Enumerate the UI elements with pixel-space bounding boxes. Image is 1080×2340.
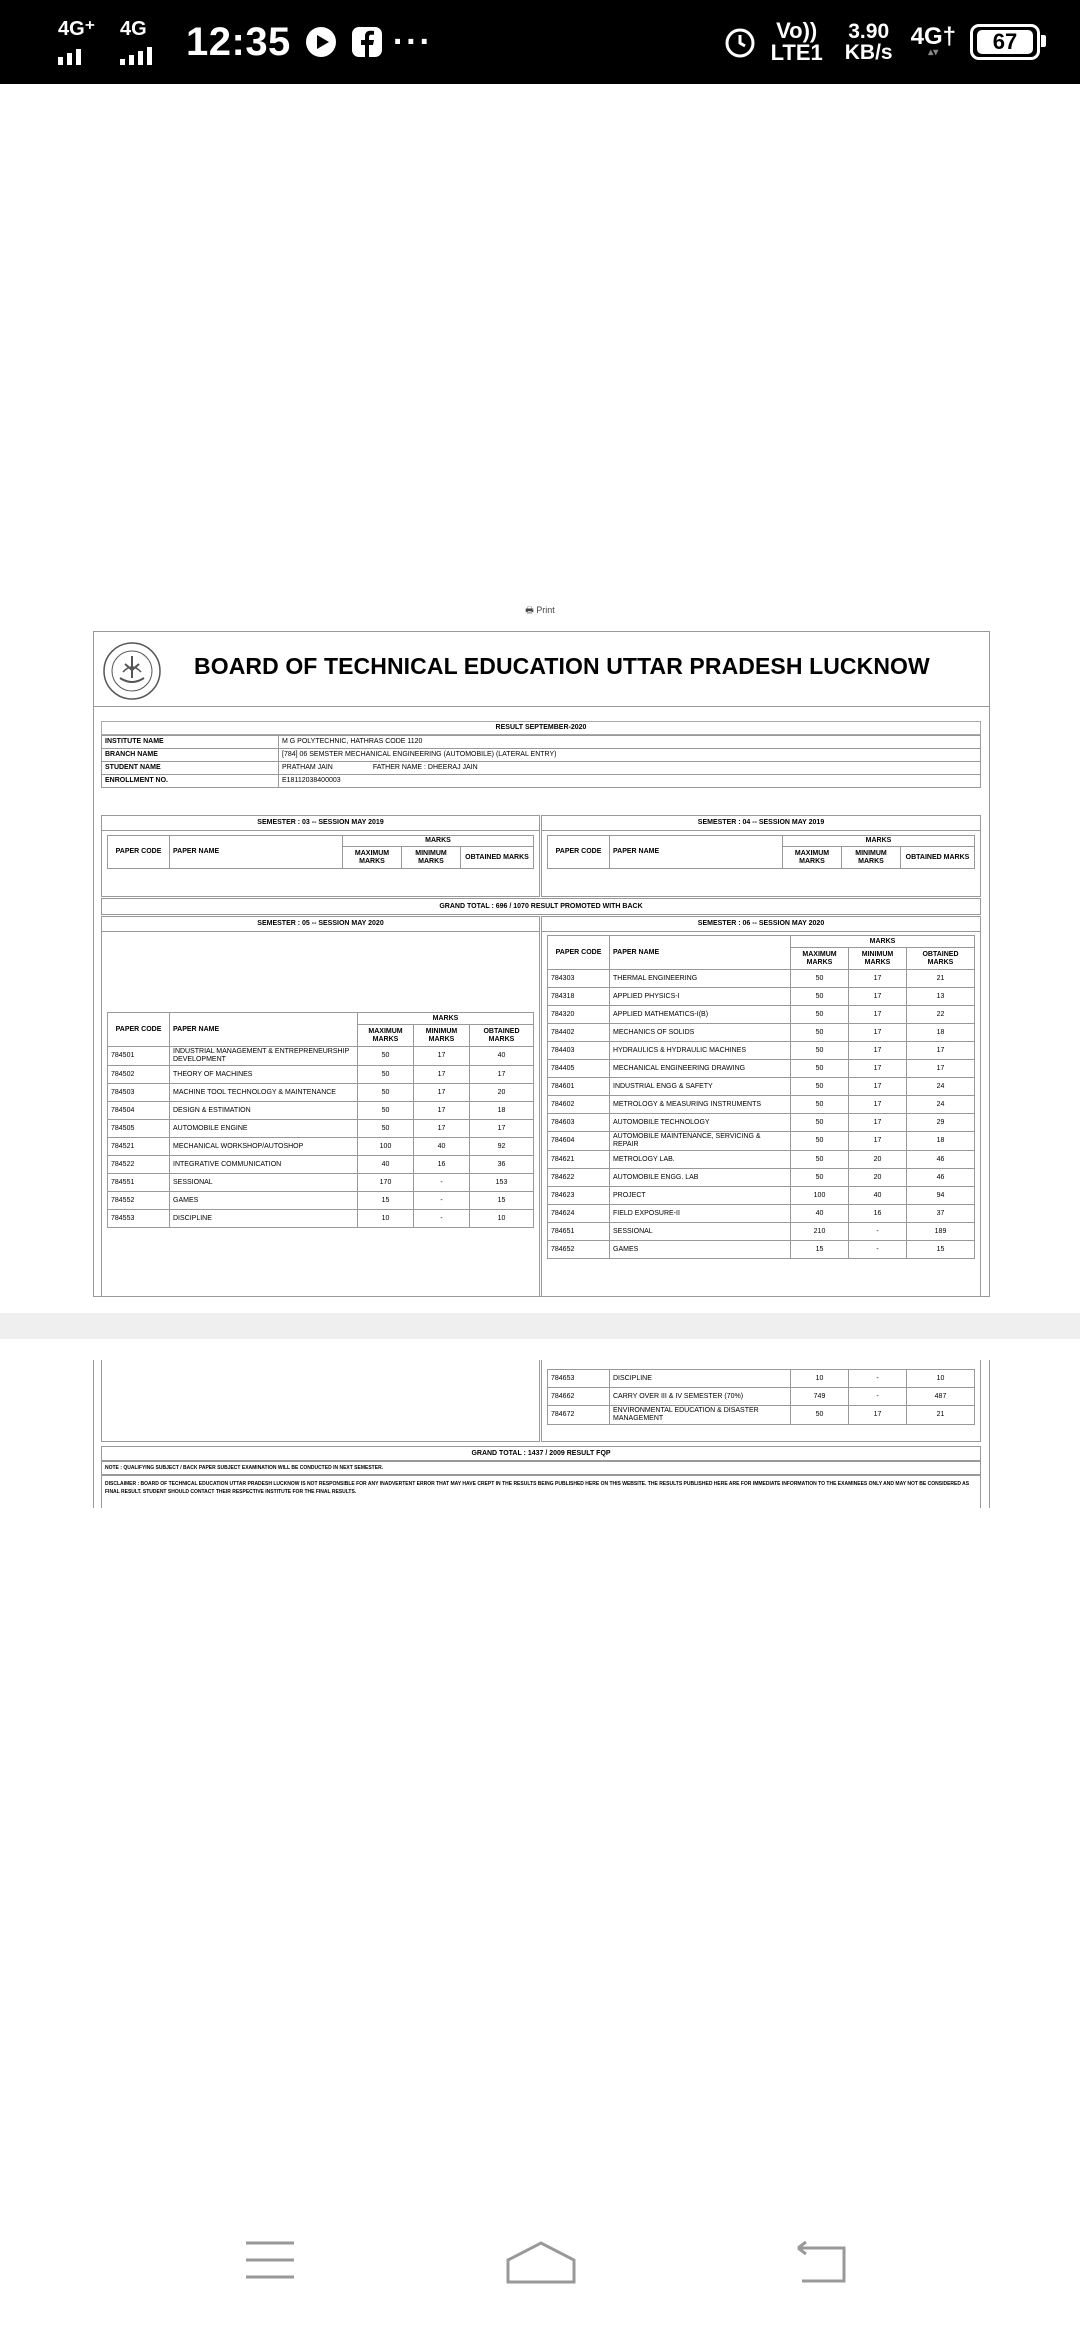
semester-5-panel <box>101 916 540 1297</box>
paper-code: 784552 <box>108 1192 170 1210</box>
student-name: PRATHAM JAIN <box>282 764 333 771</box>
table-row <box>548 1096 975 1114</box>
table-row <box>548 1241 975 1259</box>
battery-icon <box>970 24 1040 60</box>
max-marks: 50 <box>791 1060 849 1078</box>
table-row <box>548 1006 975 1024</box>
paper-code: 784652 <box>548 1241 610 1259</box>
sim2-label: 4G <box>120 18 147 40</box>
col-paper-name: PAPER NAME <box>610 836 783 869</box>
paper-code: 784501 <box>108 1047 170 1066</box>
volte-indicator <box>771 20 823 64</box>
paper-name: AUTOMOBILE TECHNOLOGY <box>610 1114 791 1132</box>
max-marks: 100 <box>791 1187 849 1205</box>
info-value: M G POLYTECHNIC, HATHRAS CODE 1120 <box>279 736 981 749</box>
obtained-marks: 24 <box>907 1096 975 1114</box>
paper-name: GAMES <box>170 1192 358 1210</box>
result-document-continued <box>93 1360 990 1508</box>
paper-code: 784603 <box>548 1114 610 1132</box>
semester-4-panel <box>541 815 981 897</box>
youtube-icon <box>305 26 337 58</box>
speed-unit: KB/s <box>844 41 893 64</box>
col-marks: MARKS <box>343 836 534 847</box>
paper-name: SESSIONAL <box>610 1223 791 1241</box>
info-label: INSTITUTE NAME <box>102 736 279 749</box>
min-marks: 16 <box>849 1205 907 1223</box>
paper-code: 784521 <box>108 1138 170 1156</box>
max-marks: 50 <box>358 1047 414 1066</box>
min-marks: - <box>414 1192 470 1210</box>
paper-name: CARRY OVER III & IV SEMESTER (70%) <box>610 1388 791 1406</box>
min-marks: - <box>849 1370 907 1388</box>
max-marks: 50 <box>358 1102 414 1120</box>
min-marks: 17 <box>849 1042 907 1060</box>
paper-code: 784303 <box>548 970 610 988</box>
paper-code: 784601 <box>548 1078 610 1096</box>
table-row <box>108 1066 534 1084</box>
table-row <box>108 1174 534 1192</box>
table-row <box>548 1151 975 1169</box>
obtained-marks: 10 <box>470 1210 534 1228</box>
paper-name: DESIGN & ESTIMATION <box>170 1102 358 1120</box>
table-row <box>548 988 975 1006</box>
result-document <box>93 631 990 1297</box>
table-row <box>108 1192 534 1210</box>
obtained-marks: 189 <box>907 1223 975 1241</box>
print-link[interactable]: 🖶 Print <box>525 605 555 615</box>
network-speed <box>845 21 893 63</box>
paper-name: MECHANICAL WORKSHOP/AUTOSHOP <box>170 1138 358 1156</box>
max-marks: 50 <box>791 970 849 988</box>
max-marks: 50 <box>358 1084 414 1102</box>
back-button[interactable] <box>796 2240 848 2289</box>
semester-4-table <box>547 835 975 869</box>
table-row <box>108 1138 534 1156</box>
col-paper-name: PAPER NAME <box>170 1013 358 1047</box>
obtained-marks: 46 <box>907 1169 975 1187</box>
paper-name: DISCIPLINE <box>170 1210 358 1228</box>
info-value: E18112038400003 <box>279 775 981 788</box>
board-title: BOARD OF TECHNICAL EDUCATION UTTAR PRADESH LUCKNOW <box>194 653 930 679</box>
paper-name: DISCIPLINE <box>610 1370 791 1388</box>
facebook-icon <box>351 26 383 58</box>
paper-name: GAMES <box>610 1241 791 1259</box>
obtained-marks: 18 <box>907 1132 975 1151</box>
col-marks: MARKS <box>783 836 975 847</box>
table-row <box>548 1060 975 1078</box>
obtained-marks: 21 <box>907 1406 975 1425</box>
max-marks: 50 <box>791 1078 849 1096</box>
min-marks: - <box>849 1223 907 1241</box>
paper-name: APPLIED MATHEMATICS-I(B) <box>610 1006 791 1024</box>
table-row <box>548 1406 975 1425</box>
paper-code: 784402 <box>548 1024 610 1042</box>
max-marks: 50 <box>358 1120 414 1138</box>
col-paper-name: PAPER NAME <box>610 936 791 970</box>
min-marks: 17 <box>849 1024 907 1042</box>
min-marks: - <box>849 1388 907 1406</box>
battery-level: 67 <box>977 30 1033 54</box>
max-marks: 210 <box>791 1223 849 1241</box>
paper-name: APPLIED PHYSICS-I <box>610 988 791 1006</box>
obtained-marks: 40 <box>470 1047 534 1066</box>
table-row <box>548 1223 975 1241</box>
obtained-marks: 17 <box>907 1060 975 1078</box>
sim2-signal-icon <box>120 15 176 69</box>
semester-3-table <box>107 835 534 869</box>
table-row <box>548 970 975 988</box>
max-marks: 50 <box>791 1169 849 1187</box>
max-marks: 50 <box>791 1042 849 1060</box>
max-marks: 50 <box>791 1096 849 1114</box>
table-row <box>548 1078 975 1096</box>
info-label: BRANCH NAME <box>102 749 279 762</box>
disclaimer-text: DISCLAIMER : BOARD OF TECHNICAL EDUCATION UTTAR PRADESH LUCKNOW IS NOT RESPONSIBLE FOR ANY INADVERTENT ERROR THAT MAY HAVE CREPT IN THE RESULTS BEING PUBLISHED HERE ON THIS WEBSITE. THE RESULTS PUBLISHED HERE ARE FOR IMMEDIATE INFORMATION TO THE EXAMINEES ONLY AND MAY NOT BE CONSIDERED AS FINAL RESULT. STUDENT SHOULD CONTACT THEIR RESPECTIVE INSTITUTE FOR THE FINAL RESULTS. <box>105 1481 970 1495</box>
max-marks: 50 <box>791 1132 849 1151</box>
paper-code: 784522 <box>108 1156 170 1174</box>
min-marks: 17 <box>849 1060 907 1078</box>
max-marks: 50 <box>791 1024 849 1042</box>
semester-6-rows <box>548 970 975 1259</box>
back-icon <box>796 2240 848 2284</box>
paper-code: 784624 <box>548 1205 610 1223</box>
info-label: ENROLLMENT NO. <box>102 775 279 788</box>
paper-name: HYDRAULICS & HYDRAULIC MACHINES <box>610 1042 791 1060</box>
table-row <box>548 1205 975 1223</box>
col-obt: OBTAINED MARKS <box>461 847 534 869</box>
min-marks: 17 <box>414 1084 470 1102</box>
paper-name: MECHANICAL ENGINEERING DRAWING <box>610 1060 791 1078</box>
obtained-marks: 15 <box>907 1241 975 1259</box>
obtained-marks: 21 <box>907 970 975 988</box>
min-marks: - <box>849 1241 907 1259</box>
paper-code: 784623 <box>548 1187 610 1205</box>
table-row <box>548 1024 975 1042</box>
grand-total-1 <box>101 898 981 915</box>
paper-code: 784653 <box>548 1370 610 1388</box>
max-marks: 100 <box>358 1138 414 1156</box>
paper-code: 784553 <box>108 1210 170 1228</box>
note-box <box>101 1461 981 1475</box>
grand-total-1-text: GRAND TOTAL : 696 / 1070 RESULT PROMOTED WITH BACK <box>439 903 643 910</box>
obtained-marks: 92 <box>470 1138 534 1156</box>
obtained-marks: 17 <box>470 1066 534 1084</box>
min-marks: 40 <box>849 1187 907 1205</box>
paper-code: 784622 <box>548 1169 610 1187</box>
obtained-marks: 487 <box>907 1388 975 1406</box>
table-row <box>548 1169 975 1187</box>
page-gap-band <box>0 1313 1080 1339</box>
obtained-marks: 13 <box>907 988 975 1006</box>
table-row <box>108 1102 534 1120</box>
col-paper-code: PAPER CODE <box>108 1013 170 1047</box>
semester-3-panel <box>101 815 540 897</box>
col-paper-name: PAPER NAME <box>170 836 343 869</box>
paper-code: 784662 <box>548 1388 610 1406</box>
col-max: MAXIMUM MARKS <box>791 948 849 970</box>
min-marks: 40 <box>414 1138 470 1156</box>
status-bar <box>0 0 1080 84</box>
col-min: MINIMUM MARKS <box>414 1025 470 1047</box>
clock: 12:35 <box>186 19 291 64</box>
min-marks: - <box>414 1210 470 1228</box>
paper-code: 784672 <box>548 1406 610 1425</box>
obtained-marks: 10 <box>907 1370 975 1388</box>
obtained-marks: 18 <box>470 1102 534 1120</box>
paper-name: METROLOGY & MEASURING INSTRUMENTS <box>610 1096 791 1114</box>
note-text: NOTE : QUALIFYING SUBJECT / BACK PAPER SUBJECT EXAMINATION WILL BE CONDUCTED IN NEXT SEMESTER. <box>105 1465 384 1471</box>
semester-6-table-continued <box>547 1369 975 1425</box>
col-max: MAXIMUM MARKS <box>358 1025 414 1047</box>
col-obt: OBTAINED MARKS <box>470 1025 534 1047</box>
paper-code: 784602 <box>548 1096 610 1114</box>
min-marks: 17 <box>849 1096 907 1114</box>
table-row <box>548 1114 975 1132</box>
max-marks: 15 <box>791 1241 849 1259</box>
father-name: FATHER NAME : DHEERAJ JAIN <box>372 764 478 771</box>
volte-bottom: LTE1 <box>770 40 823 65</box>
semester-5-panel-continued <box>101 1360 540 1442</box>
paper-code: 784651 <box>548 1223 610 1241</box>
min-marks: 17 <box>849 1078 907 1096</box>
max-marks: 10 <box>358 1210 414 1228</box>
semester-3-title: SEMESTER : 03 -- SESSION MAY 2019 <box>102 816 539 831</box>
max-marks: 50 <box>358 1066 414 1084</box>
menu-icon <box>244 2240 296 2280</box>
info-value: [784] 06 SEMSTER MECHANICAL ENGINEERING (AUTOMOBILE) (LATERAL ENTRY) <box>279 749 981 762</box>
paper-code: 784551 <box>108 1174 170 1192</box>
paper-code: 784604 <box>548 1132 610 1151</box>
paper-name: THEORY OF MACHINES <box>170 1066 358 1084</box>
paper-name: SESSIONAL <box>170 1174 358 1192</box>
semester-5-table <box>107 1012 534 1228</box>
col-max: MAXIMUM MARKS <box>783 847 842 869</box>
home-button[interactable] <box>505 2240 577 2289</box>
net-type: 4G† <box>910 23 956 50</box>
max-marks: 50 <box>791 988 849 1006</box>
paper-code: 784405 <box>548 1060 610 1078</box>
max-marks: 749 <box>791 1388 849 1406</box>
paper-name: PROJECT <box>610 1187 791 1205</box>
obtained-marks: 22 <box>907 1006 975 1024</box>
table-row <box>108 1047 534 1066</box>
paper-code: 784318 <box>548 988 610 1006</box>
max-marks: 50 <box>791 1114 849 1132</box>
semester-4-title: SEMESTER : 04 -- SESSION MAY 2019 <box>542 816 980 831</box>
min-marks: 20 <box>849 1169 907 1187</box>
paper-name: MECHANICS OF SOLIDS <box>610 1024 791 1042</box>
info-label: STUDENT NAME <box>102 762 279 775</box>
min-marks: 17 <box>849 988 907 1006</box>
max-marks: 15 <box>358 1192 414 1210</box>
paper-code: 784403 <box>548 1042 610 1060</box>
semester-6-panel <box>541 916 981 1297</box>
result-title-box <box>101 721 981 735</box>
col-marks: MARKS <box>358 1013 534 1025</box>
table-row <box>548 1042 975 1060</box>
semester-5-rows <box>108 1047 534 1228</box>
max-marks: 10 <box>791 1370 849 1388</box>
paper-code: 784621 <box>548 1151 610 1169</box>
obtained-marks: 24 <box>907 1078 975 1096</box>
table-row <box>548 1187 975 1205</box>
table-row <box>548 1370 975 1388</box>
paper-name: AUTOMOBILE MAINTENANCE, SERVICING & REPAIR <box>610 1132 791 1151</box>
max-marks: 170 <box>358 1174 414 1192</box>
paper-code: 784320 <box>548 1006 610 1024</box>
obtained-marks: 17 <box>907 1042 975 1060</box>
paper-name: AUTOMOBILE ENGINE <box>170 1120 358 1138</box>
obtained-marks: 153 <box>470 1174 534 1192</box>
min-marks: 17 <box>849 1006 907 1024</box>
paper-name: THERMAL ENGINEERING <box>610 970 791 988</box>
col-paper-code: PAPER CODE <box>548 836 610 869</box>
col-marks: MARKS <box>791 936 975 948</box>
semester-6-title: SEMESTER : 06 -- SESSION MAY 2020 <box>542 917 980 932</box>
paper-name: INDUSTRIAL MANAGEMENT & ENTREPRENEURSHIP DEVELOPMENT <box>170 1047 358 1066</box>
min-marks: 17 <box>414 1102 470 1120</box>
table-row <box>108 1084 534 1102</box>
col-min: MINIMUM MARKS <box>842 847 901 869</box>
student-info-table <box>101 735 981 788</box>
menu-button[interactable] <box>244 2240 296 2285</box>
up-emblem-icon <box>103 642 161 700</box>
min-marks: 16 <box>414 1156 470 1174</box>
result-title: RESULT SEPTEMBER-2020 <box>495 724 587 731</box>
max-marks: 40 <box>358 1156 414 1174</box>
paper-name: INTEGRATIVE COMMUNICATION <box>170 1156 358 1174</box>
paper-code: 784504 <box>108 1102 170 1120</box>
max-marks: 50 <box>791 1151 849 1169</box>
col-obt: OBTAINED MARKS <box>901 847 975 869</box>
max-marks: 40 <box>791 1205 849 1223</box>
speed-value: 3.90 <box>848 20 890 43</box>
min-marks: 17 <box>849 1114 907 1132</box>
paper-name: ENVIRONMENTAL EDUCATION & DISASTER MANAGEMENT <box>610 1406 791 1425</box>
paper-code: 784505 <box>108 1120 170 1138</box>
min-marks: 20 <box>849 1151 907 1169</box>
min-marks: 17 <box>849 970 907 988</box>
more-notifications-icon: ··· <box>392 22 433 61</box>
grand-total-2-text: GRAND TOTAL : 1437 / 2009 RESULT FQP <box>471 1450 611 1457</box>
max-marks: 50 <box>791 1406 849 1425</box>
max-marks: 50 <box>791 1006 849 1024</box>
disclaimer-box <box>101 1475 981 1508</box>
min-marks: 17 <box>414 1120 470 1138</box>
semester-6-panel-continued <box>541 1360 981 1442</box>
min-marks: 17 <box>849 1406 907 1425</box>
col-paper-code: PAPER CODE <box>548 936 610 970</box>
col-obt: OBTAINED MARKS <box>907 948 975 970</box>
paper-code: 784502 <box>108 1066 170 1084</box>
obtained-marks: 17 <box>470 1120 534 1138</box>
obtained-marks: 15 <box>470 1192 534 1210</box>
obtained-marks: 18 <box>907 1024 975 1042</box>
col-min: MINIMUM MARKS <box>849 948 907 970</box>
semester-6-table <box>547 935 975 1259</box>
obtained-marks: 94 <box>907 1187 975 1205</box>
table-row <box>548 1388 975 1406</box>
obtained-marks: 46 <box>907 1151 975 1169</box>
document-header <box>94 632 989 707</box>
mobile-data-icon: 4G† ▴▾ <box>910 23 956 58</box>
paper-name: FIELD EXPOSURE-II <box>610 1205 791 1223</box>
paper-name: METROLOGY LAB. <box>610 1151 791 1169</box>
home-icon <box>505 2240 577 2284</box>
obtained-marks: 29 <box>907 1114 975 1132</box>
paper-name: AUTOMOBILE ENGG. LAB <box>610 1169 791 1187</box>
min-marks: 17 <box>414 1066 470 1084</box>
sim1-label: 4G⁺ <box>58 18 96 40</box>
paper-code: 784503 <box>108 1084 170 1102</box>
col-min: MINIMUM MARKS <box>402 847 461 869</box>
table-row <box>108 1210 534 1228</box>
table-row <box>548 1132 975 1151</box>
table-row <box>108 1156 534 1174</box>
semester-6-rows-continued <box>548 1370 975 1425</box>
obtained-marks: 36 <box>470 1156 534 1174</box>
obtained-marks: 37 <box>907 1205 975 1223</box>
col-max: MAXIMUM MARKS <box>343 847 402 869</box>
table-row <box>108 1120 534 1138</box>
paper-name: MACHINE TOOL TECHNOLOGY & MAINTENANCE <box>170 1084 358 1102</box>
semester-5-title: SEMESTER : 05 -- SESSION MAY 2020 <box>102 917 539 932</box>
alarm-icon <box>723 25 757 59</box>
paper-name: INDUSTRIAL ENGG & SAFETY <box>610 1078 791 1096</box>
grand-total-2 <box>101 1446 981 1461</box>
volte-top: Vo)) <box>776 18 818 43</box>
col-paper-code: PAPER CODE <box>108 836 170 869</box>
min-marks: 17 <box>849 1132 907 1151</box>
obtained-marks: 20 <box>470 1084 534 1102</box>
min-marks: - <box>414 1174 470 1192</box>
sim1-signal-icon <box>58 15 114 69</box>
min-marks: 17 <box>414 1047 470 1066</box>
